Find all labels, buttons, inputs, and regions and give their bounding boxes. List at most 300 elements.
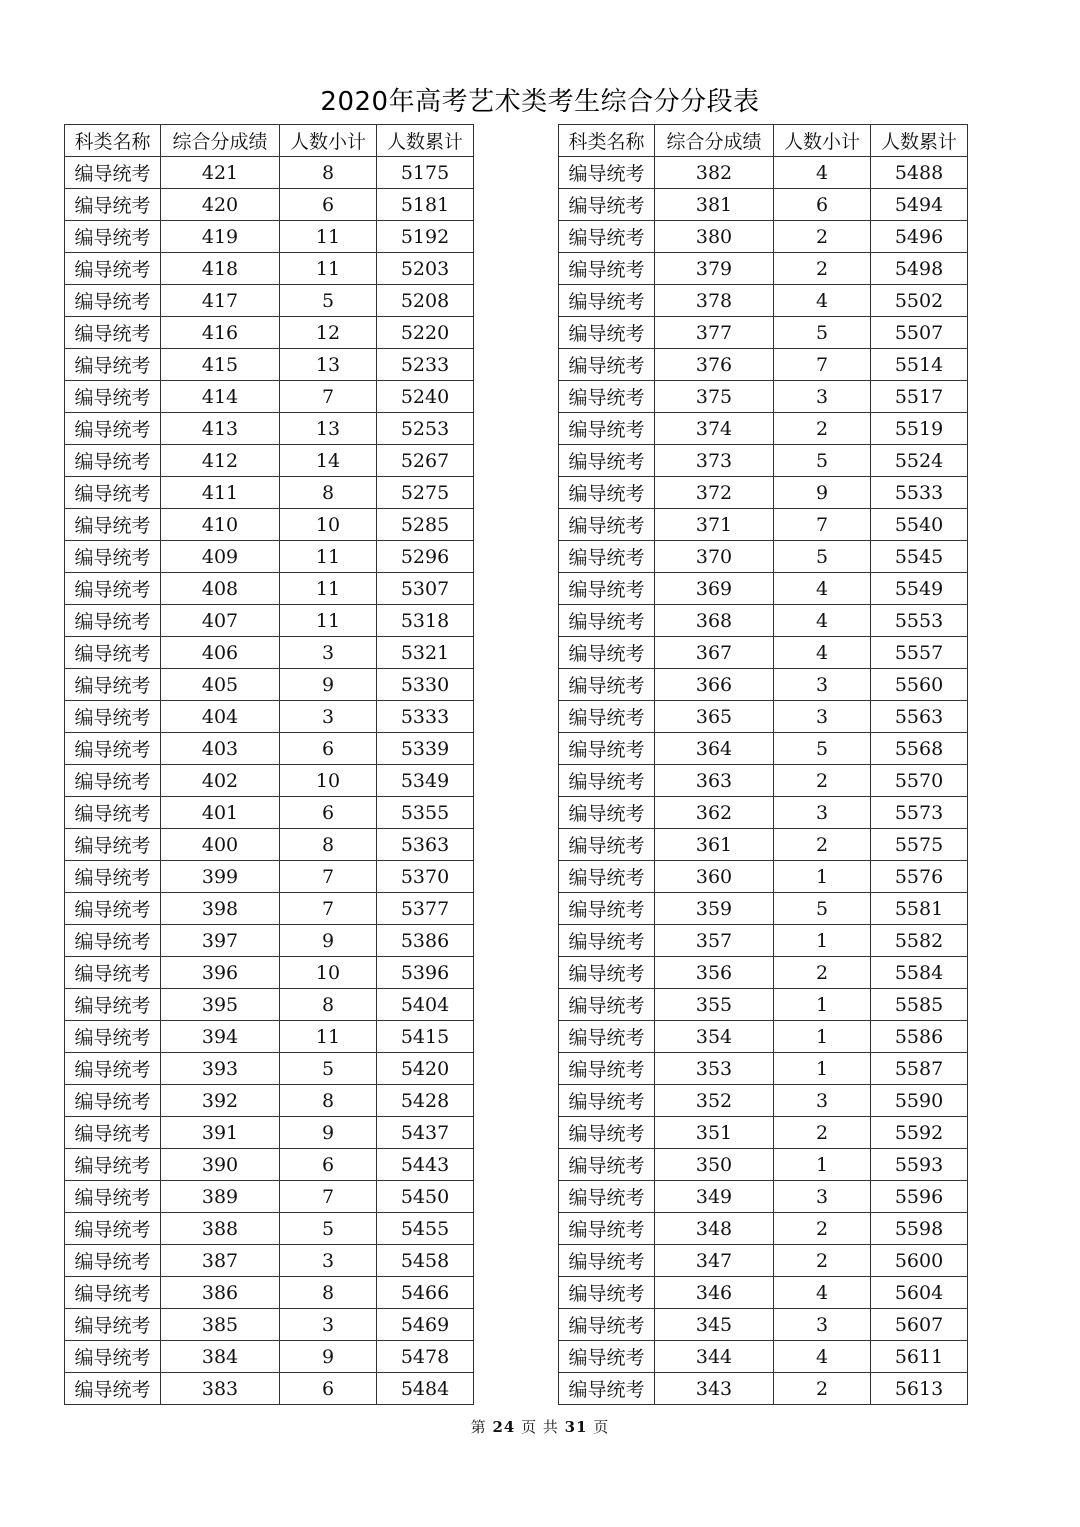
cell-cumulative: 5507 xyxy=(871,317,968,349)
cell-score: 409 xyxy=(161,541,280,573)
table-row xyxy=(559,349,968,381)
cell-count: 1 xyxy=(774,1053,871,1085)
cell-score: 408 xyxy=(161,573,280,605)
cell-cumulative: 5267 xyxy=(377,445,474,477)
table-row xyxy=(559,477,968,509)
table-header-row xyxy=(559,125,968,157)
table-row xyxy=(559,861,968,893)
cell-cumulative: 5330 xyxy=(377,669,474,701)
cell-cumulative: 5604 xyxy=(871,1277,968,1309)
footer-middle: 页 共 xyxy=(521,1418,559,1436)
cell-category: 编导统考 xyxy=(559,765,655,797)
table-row xyxy=(65,1149,474,1181)
cell-category: 编导统考 xyxy=(559,1309,655,1341)
cell-cumulative: 5540 xyxy=(871,509,968,541)
cell-cumulative: 5175 xyxy=(377,157,474,189)
cell-score: 370 xyxy=(655,541,774,573)
cell-count: 5 xyxy=(280,285,377,317)
cell-category: 编导统考 xyxy=(65,1277,161,1309)
cell-cumulative: 5586 xyxy=(871,1021,968,1053)
cell-score: 366 xyxy=(655,669,774,701)
cell-count: 3 xyxy=(774,381,871,413)
cell-cumulative: 5582 xyxy=(871,925,968,957)
cell-score: 415 xyxy=(161,349,280,381)
cell-cumulative: 5428 xyxy=(377,1085,474,1117)
cell-count: 1 xyxy=(774,861,871,893)
cell-cumulative: 5253 xyxy=(377,413,474,445)
cell-cumulative: 5576 xyxy=(871,861,968,893)
table-row xyxy=(559,637,968,669)
table-row xyxy=(559,733,968,765)
footer-suffix: 页 xyxy=(593,1418,610,1436)
table-row xyxy=(559,1053,968,1085)
cell-category: 编导统考 xyxy=(559,1373,655,1405)
cell-cumulative: 5563 xyxy=(871,701,968,733)
cell-category: 编导统考 xyxy=(65,157,161,189)
cell-cumulative: 5396 xyxy=(377,957,474,989)
cell-category: 编导统考 xyxy=(559,285,655,317)
cell-category: 编导统考 xyxy=(559,669,655,701)
cell-category: 编导统考 xyxy=(65,573,161,605)
page-footer xyxy=(0,1416,1080,1437)
cell-count: 3 xyxy=(774,1309,871,1341)
table-row xyxy=(559,701,968,733)
cell-category: 编导统考 xyxy=(559,349,655,381)
cell-count: 11 xyxy=(280,573,377,605)
cell-score: 403 xyxy=(161,733,280,765)
cell-score: 381 xyxy=(655,189,774,221)
cell-count: 5 xyxy=(774,445,871,477)
table-row xyxy=(65,861,474,893)
table-row xyxy=(65,1053,474,1085)
cell-score: 393 xyxy=(161,1053,280,1085)
cell-cumulative: 5386 xyxy=(377,925,474,957)
cell-count: 8 xyxy=(280,1085,377,1117)
cell-score: 392 xyxy=(161,1085,280,1117)
cell-category: 编导统考 xyxy=(65,701,161,733)
cell-cumulative: 5533 xyxy=(871,477,968,509)
cell-cumulative: 5596 xyxy=(871,1181,968,1213)
cell-score: 374 xyxy=(655,413,774,445)
table-row xyxy=(65,1373,474,1405)
cell-cumulative: 5321 xyxy=(377,637,474,669)
score-table-left xyxy=(64,124,474,1405)
cell-category: 编导统考 xyxy=(559,1085,655,1117)
cell-cumulative: 5553 xyxy=(871,605,968,637)
cell-category: 编导统考 xyxy=(559,733,655,765)
table-row xyxy=(559,445,968,477)
cell-cumulative: 5587 xyxy=(871,1053,968,1085)
cell-cumulative: 5469 xyxy=(377,1309,474,1341)
cell-score: 411 xyxy=(161,477,280,509)
cell-category: 编导统考 xyxy=(559,1021,655,1053)
table-row xyxy=(65,349,474,381)
cell-count: 1 xyxy=(774,925,871,957)
table-row xyxy=(65,669,474,701)
cell-count: 2 xyxy=(774,1373,871,1405)
cell-count: 2 xyxy=(774,765,871,797)
cell-cumulative: 5220 xyxy=(377,317,474,349)
cell-category: 编导统考 xyxy=(65,189,161,221)
header-category: 科类名称 xyxy=(559,125,655,157)
table-row xyxy=(559,189,968,221)
table-row xyxy=(65,541,474,573)
cell-category: 编导统考 xyxy=(559,509,655,541)
cell-count: 4 xyxy=(774,1277,871,1309)
table-row xyxy=(65,925,474,957)
cell-category: 编导统考 xyxy=(559,1117,655,1149)
cell-count: 3 xyxy=(774,1085,871,1117)
cell-count: 3 xyxy=(774,669,871,701)
cell-count: 8 xyxy=(280,157,377,189)
cell-count: 7 xyxy=(280,1181,377,1213)
cell-cumulative: 5488 xyxy=(871,157,968,189)
cell-cumulative: 5600 xyxy=(871,1245,968,1277)
table-row xyxy=(65,989,474,1021)
cell-cumulative: 5549 xyxy=(871,573,968,605)
cell-category: 编导统考 xyxy=(65,637,161,669)
cell-cumulative: 5514 xyxy=(871,349,968,381)
cell-score: 405 xyxy=(161,669,280,701)
cell-category: 编导统考 xyxy=(65,1373,161,1405)
cell-score: 357 xyxy=(655,925,774,957)
cell-category: 编导统考 xyxy=(559,573,655,605)
cell-category: 编导统考 xyxy=(559,893,655,925)
cell-category: 编导统考 xyxy=(559,317,655,349)
cell-count: 5 xyxy=(774,541,871,573)
cell-category: 编导统考 xyxy=(559,1149,655,1181)
table-row xyxy=(559,1213,968,1245)
cell-cumulative: 5455 xyxy=(377,1213,474,1245)
cell-score: 386 xyxy=(161,1277,280,1309)
cell-count: 9 xyxy=(280,1117,377,1149)
table-row xyxy=(559,957,968,989)
cell-count: 6 xyxy=(280,733,377,765)
cell-category: 编导统考 xyxy=(65,1117,161,1149)
table-row xyxy=(65,221,474,253)
cell-count: 2 xyxy=(774,253,871,285)
header-count: 人数小计 xyxy=(774,125,871,157)
cell-category: 编导统考 xyxy=(559,1213,655,1245)
cell-category: 编导统考 xyxy=(65,925,161,957)
cell-count: 9 xyxy=(774,477,871,509)
cell-count: 11 xyxy=(280,605,377,637)
cell-cumulative: 5181 xyxy=(377,189,474,221)
cell-count: 13 xyxy=(280,349,377,381)
cell-score: 369 xyxy=(655,573,774,605)
cell-category: 编导统考 xyxy=(65,1245,161,1277)
cell-cumulative: 5307 xyxy=(377,573,474,605)
cell-count: 9 xyxy=(280,1341,377,1373)
cell-count: 7 xyxy=(280,381,377,413)
cell-score: 356 xyxy=(655,957,774,989)
cell-category: 编导统考 xyxy=(559,989,655,1021)
table-row xyxy=(65,1213,474,1245)
cell-cumulative: 5478 xyxy=(377,1341,474,1373)
table-row xyxy=(65,573,474,605)
cell-count: 8 xyxy=(280,989,377,1021)
table-row xyxy=(559,221,968,253)
cell-cumulative: 5568 xyxy=(871,733,968,765)
cell-count: 13 xyxy=(280,413,377,445)
cell-cumulative: 5339 xyxy=(377,733,474,765)
cell-score: 354 xyxy=(655,1021,774,1053)
cell-score: 351 xyxy=(655,1117,774,1149)
cell-count: 11 xyxy=(280,253,377,285)
table-header-row xyxy=(65,125,474,157)
cell-score: 418 xyxy=(161,253,280,285)
cell-count: 5 xyxy=(280,1053,377,1085)
table-row xyxy=(65,317,474,349)
cell-count: 2 xyxy=(774,413,871,445)
cell-category: 编导统考 xyxy=(65,797,161,829)
cell-category: 编导统考 xyxy=(65,957,161,989)
cell-category: 编导统考 xyxy=(65,1085,161,1117)
cell-category: 编导统考 xyxy=(559,861,655,893)
cell-score: 353 xyxy=(655,1053,774,1085)
cell-score: 379 xyxy=(655,253,774,285)
table-row xyxy=(65,701,474,733)
cell-cumulative: 5524 xyxy=(871,445,968,477)
table-row xyxy=(65,605,474,637)
table-row xyxy=(65,1341,474,1373)
cell-cumulative: 5275 xyxy=(377,477,474,509)
table-row xyxy=(65,829,474,861)
table-row xyxy=(559,413,968,445)
cell-count: 3 xyxy=(280,1309,377,1341)
table-row xyxy=(65,1117,474,1149)
table-row xyxy=(559,765,968,797)
cell-score: 394 xyxy=(161,1021,280,1053)
header-count: 人数小计 xyxy=(280,125,377,157)
table-row xyxy=(559,1341,968,1373)
cell-score: 349 xyxy=(655,1181,774,1213)
cell-cumulative: 5318 xyxy=(377,605,474,637)
cell-score: 395 xyxy=(161,989,280,1021)
cell-cumulative: 5611 xyxy=(871,1341,968,1373)
cell-score: 343 xyxy=(655,1373,774,1405)
cell-category: 编导统考 xyxy=(65,541,161,573)
cell-count: 5 xyxy=(774,317,871,349)
table-row xyxy=(559,1117,968,1149)
cell-score: 421 xyxy=(161,157,280,189)
cell-count: 2 xyxy=(774,221,871,253)
cell-count: 7 xyxy=(774,349,871,381)
table-row xyxy=(559,1085,968,1117)
cell-count: 9 xyxy=(280,925,377,957)
cell-category: 编导统考 xyxy=(559,925,655,957)
cell-category: 编导统考 xyxy=(65,253,161,285)
table-row xyxy=(559,381,968,413)
table-row xyxy=(65,285,474,317)
cell-count: 2 xyxy=(774,829,871,861)
cell-score: 390 xyxy=(161,1149,280,1181)
table-row xyxy=(65,445,474,477)
cell-cumulative: 5208 xyxy=(377,285,474,317)
cell-category: 编导统考 xyxy=(65,669,161,701)
cell-category: 编导统考 xyxy=(559,797,655,829)
table-row xyxy=(65,1277,474,1309)
cell-cumulative: 5377 xyxy=(377,893,474,925)
cell-count: 2 xyxy=(774,1213,871,1245)
table-row xyxy=(559,157,968,189)
table-row xyxy=(559,509,968,541)
cell-cumulative: 5598 xyxy=(871,1213,968,1245)
cell-count: 6 xyxy=(280,1149,377,1181)
cell-score: 361 xyxy=(655,829,774,861)
cell-score: 371 xyxy=(655,509,774,541)
cell-category: 编导统考 xyxy=(65,1021,161,1053)
cell-count: 12 xyxy=(280,317,377,349)
table-row xyxy=(65,733,474,765)
table-row xyxy=(65,957,474,989)
cell-count: 2 xyxy=(774,1117,871,1149)
cell-category: 编导统考 xyxy=(65,477,161,509)
cell-count: 7 xyxy=(280,861,377,893)
table-row xyxy=(65,1309,474,1341)
cell-cumulative: 5607 xyxy=(871,1309,968,1341)
cell-cumulative: 5296 xyxy=(377,541,474,573)
cell-score: 372 xyxy=(655,477,774,509)
cell-category: 编导统考 xyxy=(65,1053,161,1085)
cell-count: 7 xyxy=(280,893,377,925)
cell-category: 编导统考 xyxy=(559,637,655,669)
cell-score: 377 xyxy=(655,317,774,349)
footer-total-pages: 31 xyxy=(564,1418,588,1436)
table-row xyxy=(65,189,474,221)
cell-score: 385 xyxy=(161,1309,280,1341)
cell-score: 345 xyxy=(655,1309,774,1341)
cell-count: 3 xyxy=(774,701,871,733)
cell-count: 3 xyxy=(280,701,377,733)
header-category: 科类名称 xyxy=(65,125,161,157)
cell-score: 410 xyxy=(161,509,280,541)
cell-score: 383 xyxy=(161,1373,280,1405)
cell-cumulative: 5584 xyxy=(871,957,968,989)
cell-count: 2 xyxy=(774,1245,871,1277)
cell-category: 编导统考 xyxy=(65,765,161,797)
cell-count: 10 xyxy=(280,957,377,989)
cell-cumulative: 5498 xyxy=(871,253,968,285)
cell-cumulative: 5585 xyxy=(871,989,968,1021)
cell-cumulative: 5192 xyxy=(377,221,474,253)
cell-cumulative: 5203 xyxy=(377,253,474,285)
cell-count: 4 xyxy=(774,637,871,669)
cell-cumulative: 5573 xyxy=(871,797,968,829)
cell-category: 编导统考 xyxy=(65,605,161,637)
cell-category: 编导统考 xyxy=(65,1181,161,1213)
cell-category: 编导统考 xyxy=(559,541,655,573)
table-row xyxy=(65,1021,474,1053)
cell-cumulative: 5545 xyxy=(871,541,968,573)
cell-category: 编导统考 xyxy=(65,1213,161,1245)
cell-count: 5 xyxy=(280,1213,377,1245)
table-row xyxy=(559,893,968,925)
cell-score: 397 xyxy=(161,925,280,957)
cell-score: 363 xyxy=(655,765,774,797)
cell-count: 5 xyxy=(774,733,871,765)
cell-count: 11 xyxy=(280,1021,377,1053)
cell-cumulative: 5496 xyxy=(871,221,968,253)
cell-cumulative: 5420 xyxy=(377,1053,474,1085)
cell-category: 编导统考 xyxy=(65,1309,161,1341)
table-row xyxy=(65,893,474,925)
cell-cumulative: 5613 xyxy=(871,1373,968,1405)
cell-category: 编导统考 xyxy=(559,189,655,221)
cell-count: 9 xyxy=(280,669,377,701)
cell-cumulative: 5590 xyxy=(871,1085,968,1117)
cell-cumulative: 5437 xyxy=(377,1117,474,1149)
header-cumulative: 人数累计 xyxy=(871,125,968,157)
footer-page-number: 24 xyxy=(492,1418,516,1436)
cell-category: 编导统考 xyxy=(559,1053,655,1085)
cell-cumulative: 5592 xyxy=(871,1117,968,1149)
cell-score: 406 xyxy=(161,637,280,669)
table-row xyxy=(559,1181,968,1213)
cell-count: 4 xyxy=(774,1341,871,1373)
table-row xyxy=(559,797,968,829)
table-row xyxy=(65,1085,474,1117)
cell-category: 编导统考 xyxy=(65,381,161,413)
cell-count: 8 xyxy=(280,1277,377,1309)
footer-prefix: 第 xyxy=(470,1418,487,1436)
cell-score: 387 xyxy=(161,1245,280,1277)
cell-score: 420 xyxy=(161,189,280,221)
cell-category: 编导统考 xyxy=(65,1341,161,1373)
table-row xyxy=(559,285,968,317)
cell-category: 编导统考 xyxy=(559,829,655,861)
cell-cumulative: 5575 xyxy=(871,829,968,861)
table-row xyxy=(65,477,474,509)
cell-category: 编导统考 xyxy=(559,1277,655,1309)
cell-score: 404 xyxy=(161,701,280,733)
cell-score: 380 xyxy=(655,221,774,253)
cell-count: 6 xyxy=(280,189,377,221)
cell-category: 编导统考 xyxy=(65,317,161,349)
cell-score: 376 xyxy=(655,349,774,381)
cell-count: 2 xyxy=(774,957,871,989)
cell-count: 4 xyxy=(774,285,871,317)
cell-category: 编导统考 xyxy=(65,989,161,1021)
cell-category: 编导统考 xyxy=(65,893,161,925)
cell-count: 11 xyxy=(280,541,377,573)
table-row xyxy=(65,413,474,445)
cell-score: 396 xyxy=(161,957,280,989)
table-row xyxy=(559,605,968,637)
cell-cumulative: 5570 xyxy=(871,765,968,797)
cell-score: 399 xyxy=(161,861,280,893)
cell-cumulative: 5285 xyxy=(377,509,474,541)
cell-count: 1 xyxy=(774,1021,871,1053)
table-row xyxy=(559,829,968,861)
cell-cumulative: 5404 xyxy=(377,989,474,1021)
cell-score: 365 xyxy=(655,701,774,733)
cell-category: 编导统考 xyxy=(65,445,161,477)
cell-cumulative: 5233 xyxy=(377,349,474,381)
table-row xyxy=(559,1277,968,1309)
cell-cumulative: 5517 xyxy=(871,381,968,413)
cell-count: 6 xyxy=(280,797,377,829)
table-row xyxy=(559,989,968,1021)
cell-count: 14 xyxy=(280,445,377,477)
table-row xyxy=(65,1245,474,1277)
cell-count: 3 xyxy=(280,1245,377,1277)
cell-count: 3 xyxy=(280,637,377,669)
cell-category: 编导统考 xyxy=(559,477,655,509)
cell-cumulative: 5466 xyxy=(377,1277,474,1309)
cell-cumulative: 5240 xyxy=(377,381,474,413)
table-row xyxy=(559,541,968,573)
